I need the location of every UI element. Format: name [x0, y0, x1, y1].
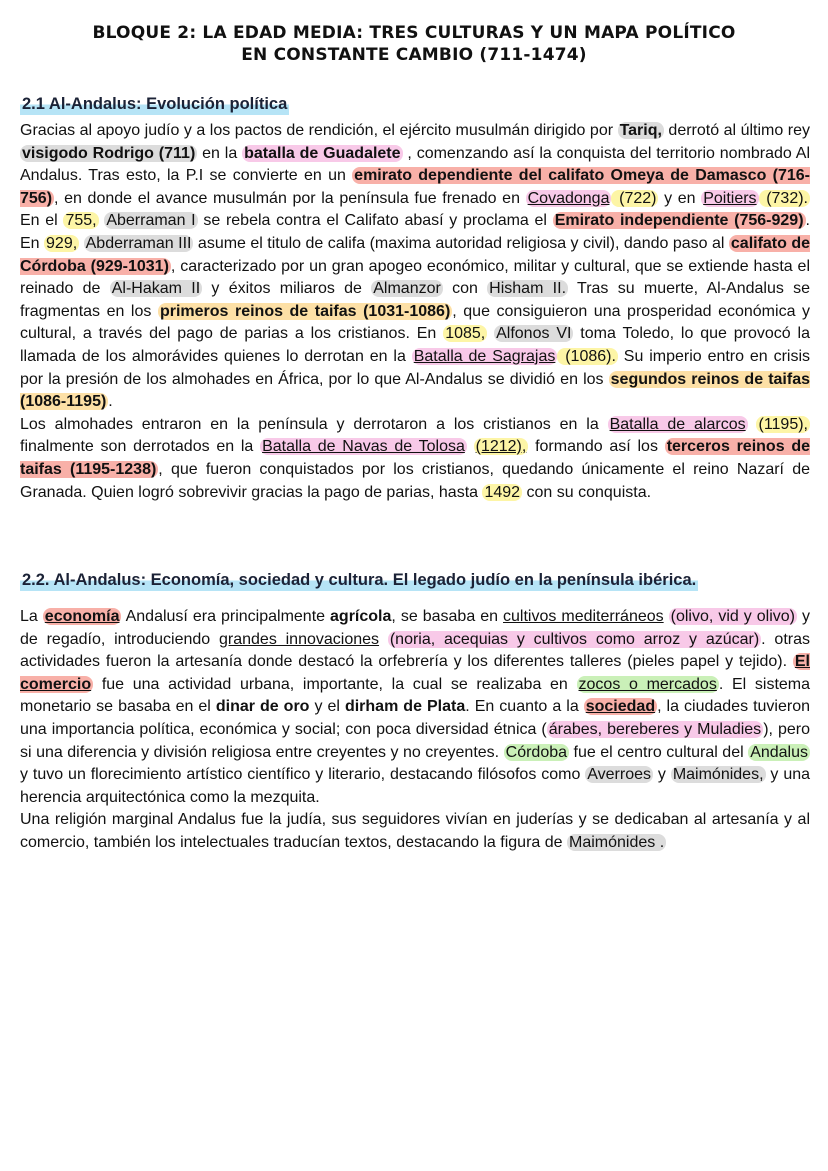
highlight-zocos: zocos o mercados — [578, 675, 717, 693]
text-span — [664, 608, 669, 625]
text-span: . En — [20, 212, 810, 252]
section-political-evolution — [20, 92, 810, 504]
text-span — [379, 631, 388, 648]
highlight-alfonso-vi: Alfonos VI — [496, 325, 572, 343]
page-title — [0, 22, 828, 66]
text-span: toma Toledo, lo que provocó la llamada de los almorávides quienes lo derrotan en la — [20, 325, 810, 365]
text-span: Andalusí era principalmente — [121, 608, 331, 625]
text-span: . — [108, 393, 113, 411]
text-span: con su conquista. — [522, 483, 652, 501]
text-span: derrotó al último rey — [663, 122, 810, 139]
text-span: y en — [658, 189, 702, 207]
highlight-covadonga: Covadonga — [527, 189, 610, 207]
highlight-andalus: Andalus — [750, 743, 809, 761]
text-span: . El sistema monetario se basaba en el — [20, 675, 811, 716]
text-span: , en donde el avance musulmán por la península fue frenado en — [54, 189, 526, 207]
text-span: y tuvo un florecimiento artístico científico y literario, destacando filósofos como — [20, 766, 586, 784]
underline-cultivos: cultivos mediterráneos — [503, 608, 664, 625]
text-span: . otras actividades fueron la artesanía donde destacó la orfebrería y los diferentes talleres (pieles papel y tejido). — [20, 630, 810, 671]
section-1-paragraph-2 — [20, 414, 810, 504]
text-span: y — [653, 766, 671, 784]
bold-dinar: dinar de oro — [215, 698, 310, 716]
highlight-poitiers: Poitiers — [703, 189, 757, 207]
highlight-califato-cordoba: califato de Córdoba (929-1031) — [20, 234, 811, 275]
text-span: y éxitos miliaros de — [202, 280, 372, 298]
highlight-noria: (noria, acequias y cultivos como arroz y azúcar) — [389, 630, 760, 648]
text-span: Una religión marginal Andalus fue la judía, sus seguidores vivían en juderías y se dedicaban al artesanía y al comercio, también los intelectuales traducían textos, destacando la figura de — [20, 811, 810, 851]
highlight-alarcos: Batalla de alarcos — [609, 415, 746, 433]
highlight-terceros-taifas: terceros reinos de taifas (1195-1238) — [20, 438, 811, 478]
highlight-emirato-independiente: Emirato independiente (756-929) — [554, 212, 804, 230]
text-span: , que fueron conquistados por los cristianos, quedando únicamente el reino Nazarí de Granada. Quien logró sobrevivir gracias la pago de parias, hasta — [20, 460, 810, 501]
highlight-year-1195: (1195), — [758, 415, 808, 433]
highlight-emirato-dependiente: emirato dependiente del califato Omeya de Damasco (716-756) — [20, 167, 810, 207]
text-span: y una herencia arquitectónica como la mezquita. — [20, 766, 811, 806]
text-span: en la — [197, 144, 243, 162]
highlight-averroes: Averroes — [587, 766, 651, 784]
text-span: Gracias al apoyo judío y a los pactos de rendición, el ejército musulmán dirigido por — [20, 122, 618, 139]
title-line-2: EN CONSTANTE CAMBIO (711-1474) — [241, 45, 587, 65]
section-economy-society — [20, 568, 810, 855]
highlight-year-1492: 1492 — [484, 483, 521, 501]
highlight-guadalete: batalla de Guadalete — [244, 144, 401, 162]
text-span: . En cuanto a la — [465, 698, 584, 716]
text-span: , que consiguieron una prosperidad económica y cultural, a través del pago de parias a los cristianos. En — [20, 302, 811, 343]
highlight-rodrigo: visigodo Rodrigo (711) — [22, 144, 196, 162]
highlight-year-755: 755, — [65, 212, 97, 230]
text-span: fue una actividad urbana, importante, la cual se realizaba en — [93, 675, 577, 693]
text-span: finalmente son derrotados en la — [20, 438, 261, 456]
highlight-year-1086: (1086). — [559, 347, 616, 365]
section-2-paragraph-1 — [20, 606, 810, 809]
text-span: Los almohades entraron en la península y derrotaron a los cristianos en la — [20, 415, 608, 433]
highlight-economia: economía — [44, 608, 120, 625]
highlight-sociedad: sociedad — [585, 698, 656, 716]
text-span: y de regadío, introduciendo — [20, 608, 810, 648]
bold-agricola: agrícola — [330, 608, 392, 625]
highlight-maimonides-2: Maimónides . — [568, 833, 665, 851]
text-span: se rebela contra el Califato abasí y proclama el — [197, 212, 553, 230]
text-span: , se basaba en — [391, 608, 504, 625]
highlight-cordoba: Córdoba — [505, 743, 568, 761]
text-span — [467, 438, 474, 455]
highlight-sagrajas: Batalla de Sagrajas — [413, 347, 556, 365]
highlight-navas-tolosa: Batalla de Navas de Tolosa — [262, 438, 465, 456]
highlight-year-722: (722) — [613, 189, 657, 207]
highlight-primeros-taifas: primeros reinos de taifas (1031-1086) — [159, 302, 451, 320]
section-2-paragraph-2 — [20, 809, 810, 854]
highlight-hisham: Hisham II. — [489, 280, 567, 298]
text-span: Tras su muerte, Al-Andalus se fragmentas en los — [20, 280, 811, 320]
text-span: En el — [20, 212, 64, 230]
text-span: fue el centro cultural del — [569, 743, 749, 761]
highlight-olivo-vid: (olivo, vid y olivo) — [670, 608, 795, 625]
highlight-year-732: (732). — [760, 189, 809, 207]
underline-innovaciones: grandes innovaciones — [219, 630, 380, 648]
text-span — [79, 235, 83, 252]
highlight-al-hakam: Al-Hakam II — [111, 280, 201, 298]
highlight-year-1085: 1085, — [445, 325, 486, 343]
highlight-year-929: 929, — [46, 234, 78, 252]
section-1-paragraph-1 — [20, 120, 810, 414]
text-span: y el — [309, 698, 345, 716]
text-span: , la ciudades tuvieron una importancia política, económica y social; con poca diversidad étnica ( — [20, 698, 811, 738]
highlight-abderraman-iii: Abderraman III — [85, 234, 192, 252]
bold-dirham: dirham de Plata — [344, 698, 466, 716]
highlight-maimonides: Maimónides, — [672, 766, 764, 784]
text-span: , caracterizado por un gran apogeo económico, militar y cultural, que se extiende hasta el reinado de — [20, 257, 811, 298]
text-span: formando así los — [528, 438, 665, 456]
text-span: Su imperio entro en crisis por la presión de los almohades en África, por lo que Al-Andalus se dividió en los — [20, 347, 811, 388]
highlight-comercio: El comercio — [20, 653, 810, 693]
section-1-heading: 2.1 Al-Andalus: Evolución política — [20, 92, 289, 116]
highlight-etnias: árabes, bereberes y Muladies — [548, 720, 762, 738]
highlight-segundos-taifas: segundos reinos de taifas (1086-1195) — [20, 370, 810, 411]
highlight-aberraman: Aberraman I — [106, 212, 196, 230]
highlight-tariq: Tariq, — [619, 122, 662, 139]
highlight-almanzor: Almanzor — [373, 280, 441, 298]
highlight-year-1212: (1212), — [475, 438, 527, 456]
text-span: con — [442, 280, 488, 298]
text-span: ), pero si una diferencia y división religiosa entre creyentes y no creyentes. — [20, 720, 810, 761]
text-span: , comenzando así la conquista del territorio nombrado Al Andalus. Tras esto, la P.I se convierte en un — [20, 144, 811, 185]
text-span: La — [20, 608, 43, 625]
section-2-heading: 2.2. Al-Andalus: Economía, sociedad y cultura. El legado judío en la península ibérica. — [20, 568, 698, 592]
text-span: asume el titulo de califa (maxima autoridad religiosa y civil), dando paso al — [193, 234, 729, 252]
title-line-1: BLOQUE 2: LA EDAD MEDIA: TRES CULTURAS Y UN MAPA POLÍTICO — [92, 23, 736, 43]
